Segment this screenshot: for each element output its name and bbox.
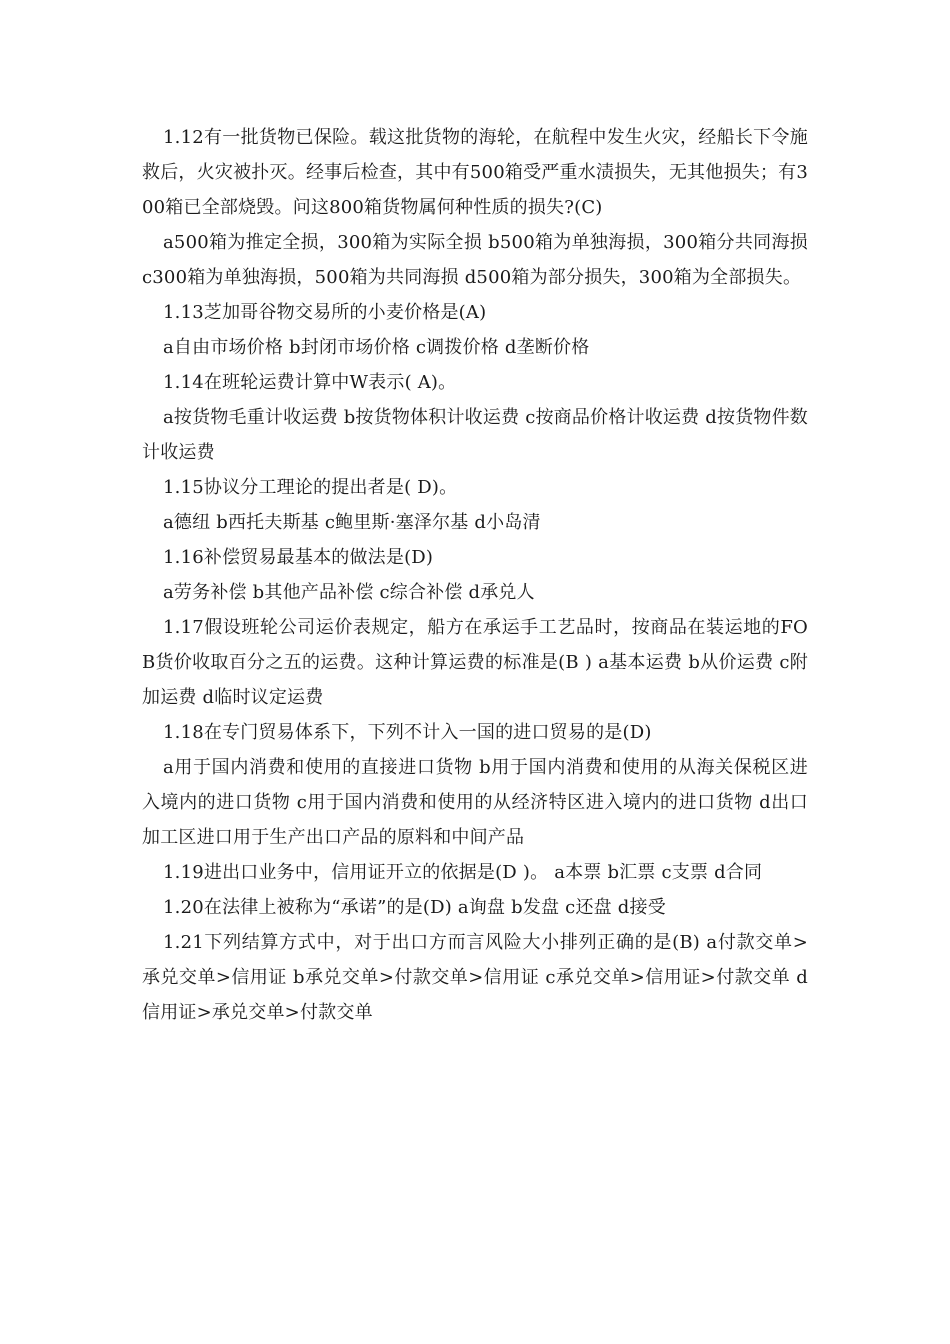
question-1-15-options: a德纽 b西托夫斯基 c鲍里斯·塞泽尔基 d小岛清 xyxy=(163,512,541,533)
question-1-18-stem: 1.18在专门贸易体系下，下列不计入一国的进口贸易的是(D) xyxy=(163,722,652,743)
question-1-12-options: a500箱为推定全损，300箱为实际全损 b500箱为单独海损，300箱分共同海损 c300箱为单独海损，500箱为共同海损 d500箱为部分损失，300箱为全部损失。 xyxy=(142,232,808,288)
question-1-16-options: a劳务补偿 b其他产品补偿 c综合补偿 d承兑人 xyxy=(163,582,535,603)
question-1-21: 1.21下列结算方式中，对于出口方而言风险大小排列正确的是(B) a付款交单>承兑交单>信用证 b承兑交单>付款交单>信用证 c承兑交单>信用证>付款交单 d信用证>承兑交单>付款交单 xyxy=(142,932,808,1023)
question-1-16-stem: 1.16补偿贸易最基本的做法是(D) xyxy=(163,547,434,568)
document-body xyxy=(142,120,808,1030)
question-1-15-stem: 1.15协议分工理论的提出者是( D)。 xyxy=(163,477,458,498)
question-1-17: 1.17假设班轮公司运价表规定，船方在承运手工艺品时，按商品在装运地的FOB货价收取百分之五的运费。这种计算运费的标准是(B ) a基本运费 b从价运费 c附加运费 d临时议定运费 xyxy=(142,617,808,708)
question-1-13-options: a自由市场价格 b封闭市场价格 c调拨价格 d垄断价格 xyxy=(163,337,590,358)
question-1-19: 1.19进出口业务中，信用证开立的依据是(D )。 a本票 b汇票 c支票 d合同 xyxy=(163,862,763,883)
question-1-14-options: a按货物毛重计收运费 b按货物体积计收运费 c按商品价格计收运费 d按货物件数计收运费 xyxy=(142,407,808,463)
question-1-13-stem: 1.13芝加哥谷物交易所的小麦价格是(A) xyxy=(163,302,487,323)
question-1-14-stem: 1.14在班轮运费计算中W表示( A)。 xyxy=(163,372,457,393)
question-1-12-stem: 1.12有一批货物已保险。载这批货物的海轮，在航程中发生火灾，经船长下令施救后，火灾被扑灭。经事后检查，其中有500箱受严重水渍损失，无其他损失；有300箱已全部烧毁。问这800箱货物属何种性质的损失?(C) xyxy=(142,127,808,218)
question-1-20: 1.20在法律上被称为“承诺”的是(D) a询盘 b发盘 c还盘 d接受 xyxy=(163,897,666,918)
question-1-18-options: a用于国内消费和使用的直接进口货物 b用于国内消费和使用的从海关保税区进入境内的进口货物 c用于国内消费和使用的从经济特区进入境内的进口货物 d出口加工区进口用于生产出口产品的原料和中间产品 xyxy=(142,757,808,848)
